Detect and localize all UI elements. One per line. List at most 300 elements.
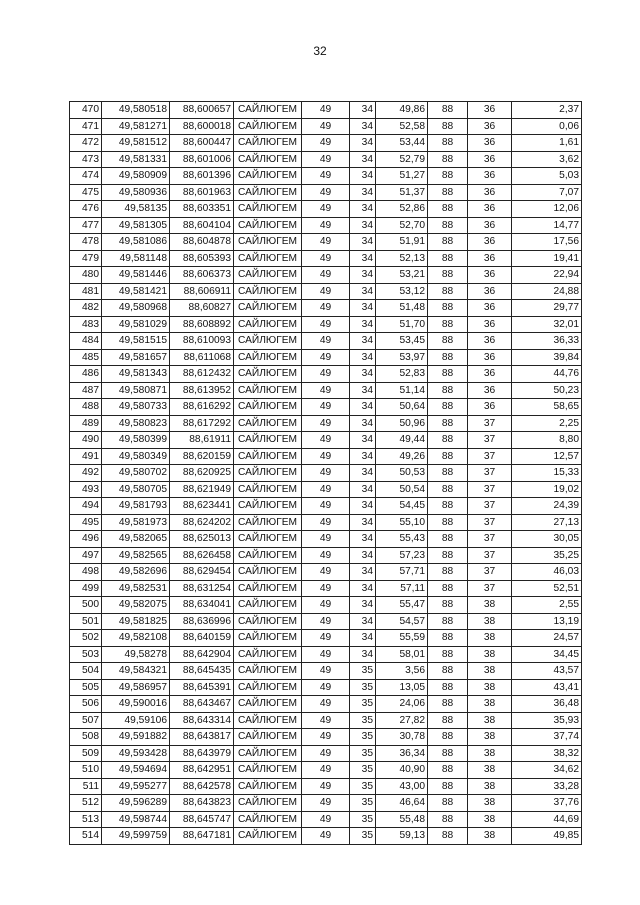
point-number-cell: 473: [70, 151, 102, 168]
point-number-cell: 508: [70, 729, 102, 746]
lon-seconds-cell: 38,32: [512, 745, 582, 762]
lon-minutes-cell: 38: [468, 679, 512, 696]
lon-minutes-cell: 36: [468, 316, 512, 333]
latitude-cell: 49,595277: [102, 778, 170, 795]
lat-minutes-cell: 34: [350, 646, 376, 663]
longitude-cell: 88,605393: [170, 250, 234, 267]
lat-seconds-cell: 52,86: [376, 201, 428, 218]
lon-seconds-cell: 2,55: [512, 597, 582, 614]
lat-seconds-cell: 24,06: [376, 696, 428, 713]
lat-seconds-cell: 53,44: [376, 135, 428, 152]
latitude-cell: 49,582531: [102, 580, 170, 597]
lon-seconds-cell: 37,74: [512, 729, 582, 746]
lat-degrees-cell: 49: [302, 184, 350, 201]
table-row: [70, 399, 582, 416]
longitude-cell: 88,643467: [170, 696, 234, 713]
longitude-cell: 88,612432: [170, 366, 234, 383]
lon-minutes-cell: 37: [468, 580, 512, 597]
lon-seconds-cell: 15,33: [512, 465, 582, 482]
lat-seconds-cell: 50,96: [376, 415, 428, 432]
lat-seconds-cell: 40,90: [376, 762, 428, 779]
point-number-cell: 496: [70, 531, 102, 548]
lon-degrees-cell: 88: [428, 415, 468, 432]
lat-minutes-cell: 34: [350, 613, 376, 630]
lon-degrees-cell: 88: [428, 135, 468, 152]
latitude-cell: 49,58278: [102, 646, 170, 663]
lat-seconds-cell: 59,13: [376, 828, 428, 845]
latitude-cell: 49,580909: [102, 168, 170, 185]
lon-degrees-cell: 88: [428, 481, 468, 498]
lon-seconds-cell: 24,39: [512, 498, 582, 515]
lat-minutes-cell: 34: [350, 366, 376, 383]
lat-degrees-cell: 49: [302, 481, 350, 498]
lon-degrees-cell: 88: [428, 168, 468, 185]
lat-minutes-cell: 34: [350, 102, 376, 119]
lat-degrees-cell: 49: [302, 415, 350, 432]
name-cell: САЙЛЮГЕМ: [234, 415, 302, 432]
longitude-cell: 88,601963: [170, 184, 234, 201]
name-cell: САЙЛЮГЕМ: [234, 168, 302, 185]
table-row: [70, 679, 582, 696]
name-cell: САЙЛЮГЕМ: [234, 696, 302, 713]
lon-minutes-cell: 38: [468, 828, 512, 845]
lat-minutes-cell: 35: [350, 811, 376, 828]
lon-minutes-cell: 38: [468, 696, 512, 713]
lat-degrees-cell: 49: [302, 201, 350, 218]
latitude-cell: 49,581512: [102, 135, 170, 152]
lon-seconds-cell: 3,62: [512, 151, 582, 168]
lat-seconds-cell: 51,27: [376, 168, 428, 185]
lat-minutes-cell: 34: [350, 498, 376, 515]
longitude-cell: 88,645747: [170, 811, 234, 828]
lat-degrees-cell: 49: [302, 102, 350, 119]
lat-minutes-cell: 34: [350, 234, 376, 251]
lon-minutes-cell: 36: [468, 201, 512, 218]
name-cell: САЙЛЮГЕМ: [234, 712, 302, 729]
lon-minutes-cell: 36: [468, 399, 512, 416]
lon-minutes-cell: 38: [468, 712, 512, 729]
table-row: [70, 613, 582, 630]
lat-degrees-cell: 49: [302, 432, 350, 449]
longitude-cell: 88,643823: [170, 795, 234, 812]
lon-minutes-cell: 38: [468, 597, 512, 614]
lat-seconds-cell: 46,64: [376, 795, 428, 812]
lat-minutes-cell: 34: [350, 382, 376, 399]
lon-minutes-cell: 38: [468, 646, 512, 663]
latitude-cell: 49,581086: [102, 234, 170, 251]
latitude-cell: 49,581029: [102, 316, 170, 333]
latitude-cell: 49,581421: [102, 283, 170, 300]
point-number-cell: 490: [70, 432, 102, 449]
lon-degrees-cell: 88: [428, 366, 468, 383]
lon-minutes-cell: 36: [468, 250, 512, 267]
longitude-cell: 88,613952: [170, 382, 234, 399]
point-number-cell: 497: [70, 547, 102, 564]
name-cell: САЙЛЮГЕМ: [234, 465, 302, 482]
lat-minutes-cell: 34: [350, 481, 376, 498]
point-number-cell: 478: [70, 234, 102, 251]
name-cell: САЙЛЮГЕМ: [234, 828, 302, 845]
latitude-cell: 49,581331: [102, 151, 170, 168]
point-number-cell: 494: [70, 498, 102, 515]
longitude-cell: 88,625013: [170, 531, 234, 548]
lon-minutes-cell: 37: [468, 465, 512, 482]
lon-degrees-cell: 88: [428, 712, 468, 729]
lat-seconds-cell: 57,11: [376, 580, 428, 597]
lon-minutes-cell: 36: [468, 366, 512, 383]
lon-minutes-cell: 38: [468, 795, 512, 812]
lon-seconds-cell: 14,77: [512, 217, 582, 234]
lon-minutes-cell: 37: [468, 531, 512, 548]
table-row: [70, 828, 582, 845]
table-row: [70, 184, 582, 201]
point-number-cell: 482: [70, 300, 102, 317]
table-row: [70, 811, 582, 828]
longitude-cell: 88,629454: [170, 564, 234, 581]
lon-seconds-cell: 36,48: [512, 696, 582, 713]
point-number-cell: 471: [70, 118, 102, 135]
lat-minutes-cell: 34: [350, 135, 376, 152]
lon-degrees-cell: 88: [428, 762, 468, 779]
lat-degrees-cell: 49: [302, 498, 350, 515]
longitude-cell: 88,60827: [170, 300, 234, 317]
lon-seconds-cell: 36,33: [512, 333, 582, 350]
name-cell: САЙЛЮГЕМ: [234, 366, 302, 383]
lon-degrees-cell: 88: [428, 597, 468, 614]
lat-seconds-cell: 50,64: [376, 399, 428, 416]
table-row: [70, 663, 582, 680]
lat-minutes-cell: 34: [350, 432, 376, 449]
lat-seconds-cell: 27,82: [376, 712, 428, 729]
latitude-cell: 49,581343: [102, 366, 170, 383]
name-cell: САЙЛЮГЕМ: [234, 597, 302, 614]
latitude-cell: 49,580968: [102, 300, 170, 317]
lon-seconds-cell: 29,77: [512, 300, 582, 317]
lon-minutes-cell: 38: [468, 778, 512, 795]
point-number-cell: 479: [70, 250, 102, 267]
name-cell: САЙЛЮГЕМ: [234, 630, 302, 647]
table-row: [70, 415, 582, 432]
longitude-cell: 88,610093: [170, 333, 234, 350]
point-number-cell: 495: [70, 514, 102, 531]
lon-seconds-cell: 35,93: [512, 712, 582, 729]
lon-degrees-cell: 88: [428, 432, 468, 449]
latitude-cell: 49,581148: [102, 250, 170, 267]
longitude-cell: 88,620159: [170, 448, 234, 465]
lon-degrees-cell: 88: [428, 201, 468, 218]
lon-degrees-cell: 88: [428, 828, 468, 845]
latitude-cell: 49,580733: [102, 399, 170, 416]
lat-seconds-cell: 53,45: [376, 333, 428, 350]
lon-degrees-cell: 88: [428, 382, 468, 399]
lon-seconds-cell: 34,62: [512, 762, 582, 779]
name-cell: САЙЛЮГЕМ: [234, 250, 302, 267]
table-row: [70, 135, 582, 152]
latitude-cell: 49,580702: [102, 465, 170, 482]
longitude-cell: 88,61911: [170, 432, 234, 449]
lon-seconds-cell: 37,76: [512, 795, 582, 812]
lon-seconds-cell: 5,03: [512, 168, 582, 185]
name-cell: САЙЛЮГЕМ: [234, 745, 302, 762]
name-cell: САЙЛЮГЕМ: [234, 646, 302, 663]
lon-minutes-cell: 37: [468, 514, 512, 531]
lat-degrees-cell: 49: [302, 168, 350, 185]
lon-seconds-cell: 24,57: [512, 630, 582, 647]
lon-seconds-cell: 30,05: [512, 531, 582, 548]
name-cell: САЙЛЮГЕМ: [234, 118, 302, 135]
lat-minutes-cell: 35: [350, 663, 376, 680]
lon-degrees-cell: 88: [428, 465, 468, 482]
lat-minutes-cell: 34: [350, 267, 376, 284]
name-cell: САЙЛЮГЕМ: [234, 102, 302, 119]
latitude-cell: 49,580936: [102, 184, 170, 201]
table-row: [70, 217, 582, 234]
lat-degrees-cell: 49: [302, 729, 350, 746]
lon-degrees-cell: 88: [428, 663, 468, 680]
lon-seconds-cell: 17,56: [512, 234, 582, 251]
lon-degrees-cell: 88: [428, 514, 468, 531]
point-number-cell: 486: [70, 366, 102, 383]
lon-degrees-cell: 88: [428, 283, 468, 300]
latitude-cell: 49,580399: [102, 432, 170, 449]
longitude-cell: 88,631254: [170, 580, 234, 597]
lat-minutes-cell: 34: [350, 217, 376, 234]
lon-degrees-cell: 88: [428, 729, 468, 746]
longitude-cell: 88,606373: [170, 267, 234, 284]
table-row: [70, 333, 582, 350]
lat-minutes-cell: 34: [350, 333, 376, 350]
lon-degrees-cell: 88: [428, 745, 468, 762]
latitude-cell: 49,581515: [102, 333, 170, 350]
lat-minutes-cell: 35: [350, 696, 376, 713]
point-number-cell: 477: [70, 217, 102, 234]
lat-degrees-cell: 49: [302, 811, 350, 828]
lon-minutes-cell: 36: [468, 382, 512, 399]
table-row: [70, 267, 582, 284]
name-cell: САЙЛЮГЕМ: [234, 184, 302, 201]
lon-minutes-cell: 36: [468, 283, 512, 300]
point-number-cell: 501: [70, 613, 102, 630]
longitude-cell: 88,642951: [170, 762, 234, 779]
lon-minutes-cell: 37: [468, 498, 512, 515]
table-row: [70, 514, 582, 531]
point-number-cell: 475: [70, 184, 102, 201]
lon-seconds-cell: 19,41: [512, 250, 582, 267]
latitude-cell: 49,580705: [102, 481, 170, 498]
table-row: [70, 448, 582, 465]
lat-seconds-cell: 50,53: [376, 465, 428, 482]
point-number-cell: 476: [70, 201, 102, 218]
longitude-cell: 88,626458: [170, 547, 234, 564]
lat-degrees-cell: 49: [302, 696, 350, 713]
name-cell: САЙЛЮГЕМ: [234, 267, 302, 284]
lon-degrees-cell: 88: [428, 646, 468, 663]
lat-seconds-cell: 53,12: [376, 283, 428, 300]
lon-minutes-cell: 36: [468, 217, 512, 234]
name-cell: САЙЛЮГЕМ: [234, 333, 302, 350]
lon-seconds-cell: 2,25: [512, 415, 582, 432]
longitude-cell: 88,603351: [170, 201, 234, 218]
lat-degrees-cell: 49: [302, 448, 350, 465]
lat-seconds-cell: 3,56: [376, 663, 428, 680]
lon-seconds-cell: 58,65: [512, 399, 582, 416]
lat-seconds-cell: 36,34: [376, 745, 428, 762]
lon-minutes-cell: 36: [468, 300, 512, 317]
point-number-cell: 481: [70, 283, 102, 300]
lon-minutes-cell: 36: [468, 118, 512, 135]
lat-minutes-cell: 34: [350, 316, 376, 333]
lat-seconds-cell: 51,91: [376, 234, 428, 251]
name-cell: САЙЛЮГЕМ: [234, 498, 302, 515]
latitude-cell: 49,580823: [102, 415, 170, 432]
lon-degrees-cell: 88: [428, 778, 468, 795]
lat-seconds-cell: 53,97: [376, 349, 428, 366]
lat-degrees-cell: 49: [302, 349, 350, 366]
lon-minutes-cell: 38: [468, 729, 512, 746]
point-number-cell: 480: [70, 267, 102, 284]
lon-degrees-cell: 88: [428, 349, 468, 366]
lat-seconds-cell: 57,23: [376, 547, 428, 564]
lon-degrees-cell: 88: [428, 250, 468, 267]
latitude-cell: 49,598744: [102, 811, 170, 828]
lat-degrees-cell: 49: [302, 366, 350, 383]
table-row: [70, 580, 582, 597]
lon-degrees-cell: 88: [428, 118, 468, 135]
lon-seconds-cell: 32,01: [512, 316, 582, 333]
lon-seconds-cell: 13,19: [512, 613, 582, 630]
table-row: [70, 696, 582, 713]
longitude-cell: 88,643817: [170, 729, 234, 746]
point-number-cell: 489: [70, 415, 102, 432]
lon-degrees-cell: 88: [428, 217, 468, 234]
longitude-cell: 88,642904: [170, 646, 234, 663]
longitude-cell: 88,621949: [170, 481, 234, 498]
point-number-cell: 510: [70, 762, 102, 779]
table-row: [70, 102, 582, 119]
latitude-cell: 49,581305: [102, 217, 170, 234]
lat-minutes-cell: 34: [350, 168, 376, 185]
table-row: [70, 465, 582, 482]
lon-degrees-cell: 88: [428, 580, 468, 597]
name-cell: САЙЛЮГЕМ: [234, 283, 302, 300]
latitude-cell: 49,584321: [102, 663, 170, 680]
lat-degrees-cell: 49: [302, 531, 350, 548]
longitude-cell: 88,616292: [170, 399, 234, 416]
point-number-cell: 503: [70, 646, 102, 663]
lon-seconds-cell: 19,02: [512, 481, 582, 498]
table-row: [70, 316, 582, 333]
lon-minutes-cell: 36: [468, 151, 512, 168]
lon-degrees-cell: 88: [428, 300, 468, 317]
lat-seconds-cell: 52,58: [376, 118, 428, 135]
longitude-cell: 88,604104: [170, 217, 234, 234]
lon-minutes-cell: 38: [468, 613, 512, 630]
point-number-cell: 509: [70, 745, 102, 762]
point-number-cell: 502: [70, 630, 102, 647]
lon-degrees-cell: 88: [428, 102, 468, 119]
point-number-cell: 485: [70, 349, 102, 366]
lon-seconds-cell: 8,80: [512, 432, 582, 449]
longitude-cell: 88,645391: [170, 679, 234, 696]
lat-seconds-cell: 51,37: [376, 184, 428, 201]
table-row: [70, 349, 582, 366]
lat-degrees-cell: 49: [302, 333, 350, 350]
lon-minutes-cell: 38: [468, 663, 512, 680]
lat-minutes-cell: 34: [350, 630, 376, 647]
lat-seconds-cell: 53,21: [376, 267, 428, 284]
longitude-cell: 88,601396: [170, 168, 234, 185]
lon-seconds-cell: 44,69: [512, 811, 582, 828]
point-number-cell: 499: [70, 580, 102, 597]
lon-minutes-cell: 36: [468, 102, 512, 119]
lon-seconds-cell: 34,45: [512, 646, 582, 663]
lat-seconds-cell: 55,10: [376, 514, 428, 531]
lon-seconds-cell: 12,57: [512, 448, 582, 465]
lon-minutes-cell: 36: [468, 135, 512, 152]
name-cell: САЙЛЮГЕМ: [234, 151, 302, 168]
lon-seconds-cell: 24,88: [512, 283, 582, 300]
lon-minutes-cell: 37: [468, 448, 512, 465]
lat-minutes-cell: 34: [350, 514, 376, 531]
table-row: [70, 432, 582, 449]
table-body: [70, 102, 582, 845]
lat-degrees-cell: 49: [302, 778, 350, 795]
name-cell: САЙЛЮГЕМ: [234, 663, 302, 680]
longitude-cell: 88,606911: [170, 283, 234, 300]
lon-minutes-cell: 37: [468, 547, 512, 564]
lat-minutes-cell: 34: [350, 184, 376, 201]
lat-seconds-cell: 52,70: [376, 217, 428, 234]
point-number-cell: 487: [70, 382, 102, 399]
lon-degrees-cell: 88: [428, 151, 468, 168]
lat-seconds-cell: 55,59: [376, 630, 428, 647]
table-row: [70, 382, 582, 399]
longitude-cell: 88,604878: [170, 234, 234, 251]
table-row: [70, 118, 582, 135]
longitude-cell: 88,636996: [170, 613, 234, 630]
latitude-cell: 49,582075: [102, 597, 170, 614]
name-cell: САЙЛЮГЕМ: [234, 762, 302, 779]
name-cell: САЙЛЮГЕМ: [234, 382, 302, 399]
longitude-cell: 88,620925: [170, 465, 234, 482]
lon-degrees-cell: 88: [428, 498, 468, 515]
lat-degrees-cell: 49: [302, 135, 350, 152]
lon-degrees-cell: 88: [428, 531, 468, 548]
name-cell: САЙЛЮГЕМ: [234, 811, 302, 828]
latitude-cell: 49,591882: [102, 729, 170, 746]
lat-minutes-cell: 35: [350, 828, 376, 845]
lat-degrees-cell: 49: [302, 382, 350, 399]
point-number-cell: 470: [70, 102, 102, 119]
lat-minutes-cell: 35: [350, 679, 376, 696]
latitude-cell: 49,586957: [102, 679, 170, 696]
name-cell: САЙЛЮГЕМ: [234, 432, 302, 449]
lon-seconds-cell: 44,76: [512, 366, 582, 383]
lat-minutes-cell: 34: [350, 465, 376, 482]
lon-seconds-cell: 1,61: [512, 135, 582, 152]
lon-seconds-cell: 52,51: [512, 580, 582, 597]
point-number-cell: 506: [70, 696, 102, 713]
point-number-cell: 474: [70, 168, 102, 185]
lat-seconds-cell: 55,48: [376, 811, 428, 828]
name-cell: САЙЛЮГЕМ: [234, 564, 302, 581]
table-row: [70, 201, 582, 218]
table-row: [70, 795, 582, 812]
longitude-cell: 88,600018: [170, 118, 234, 135]
latitude-cell: 49,59106: [102, 712, 170, 729]
latitude-cell: 49,581793: [102, 498, 170, 515]
table-row: [70, 630, 582, 647]
